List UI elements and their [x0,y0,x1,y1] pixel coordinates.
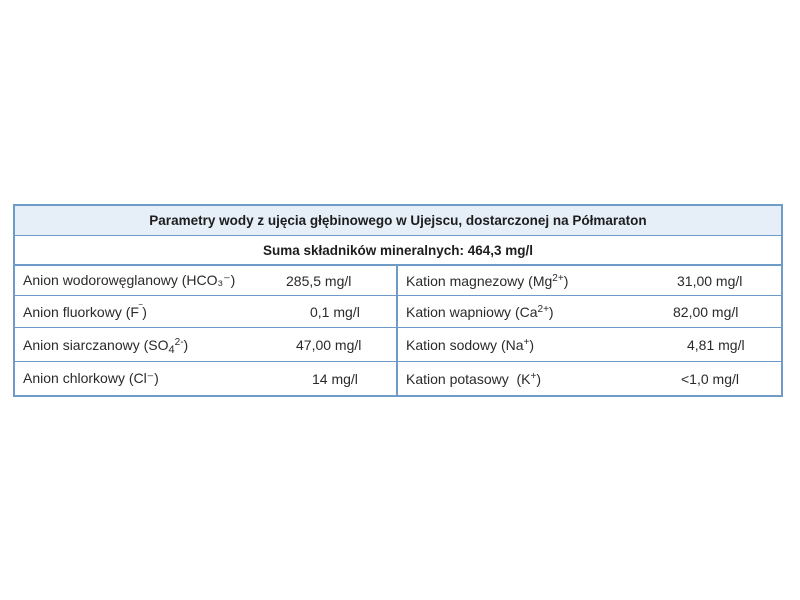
cation-magnesium-value: 31,00 mg/l [677,272,743,289]
cation-magnesium-label: Kation magnezowy $(Mg^{2+})$ [406,272,569,289]
mineral-sum: Suma składników mineralnych: 464,3 mg/l [15,236,781,266]
anion-bicarbonate-value: 285,5 mg/l [286,272,352,289]
anion-fluoride-value: 0,1 mg/l [310,303,360,320]
table-row [398,362,781,395]
table-title: Parametry wody z ujęcia głębinowego w Ujejscu, dostarczonej na Półmaraton [15,206,781,236]
table-body [15,266,781,395]
table-row [15,362,396,395]
anion-chloride-value: 14 mg/l [312,370,358,387]
cations-column [398,266,781,395]
cation-calcium-value: 82,00 mg/l [673,303,739,320]
anions-column [15,266,398,395]
table-row [398,266,781,296]
water-parameters-table [13,204,783,397]
cation-calcium-label: Kation wapniowy $(Ca^{2+})$ [406,303,554,320]
table-row [398,328,781,362]
cation-potassium-label: Kation potasowy (K+) [406,370,542,387]
anion-sulfate-label: Anion siarczanowy $(SO_4^{2-})$ [23,336,189,356]
table-row [398,296,781,328]
cation-sodium-value: 4,81 mg/l [687,336,745,353]
anion-chloride-label: Anion chlorkowy (Cl⁻) [23,370,159,386]
cation-potassium-value: <1,0 mg/l [681,370,739,387]
cation-sodium-label: Kation sodowy (Na+) [406,336,535,353]
anion-fluoride-label: Anion fluorkowy (F‾) [23,303,147,320]
table-row [15,328,396,362]
table-row [15,296,396,328]
anion-sulfate-value: 47,00 mg/l [296,336,362,353]
table-row [15,266,396,296]
anion-bicarbonate-label: Anion wodorowęglanowy (HCO₃⁻) [23,272,236,288]
